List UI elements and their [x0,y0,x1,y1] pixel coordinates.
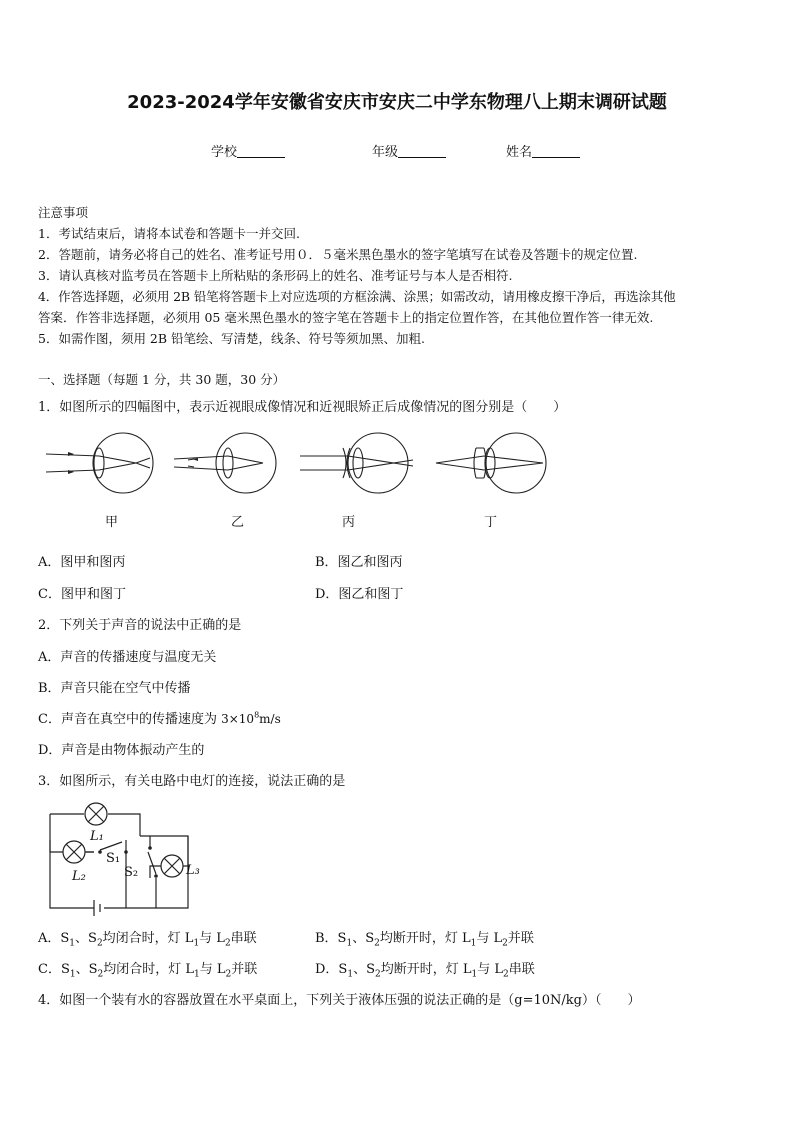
notice-item: 答案．作答非选择题，必须用 05 毫米黑色墨水的签字笔在答题卡上的指定位置作答，在其他位置作答一律无效. [38,310,654,325]
circuit-label-s2: S₂ [124,865,139,880]
school-label: 学校 [211,145,238,160]
notice-item: 4．作答选择题，必须用 2B 铅笔将答题卡上对应选项的方框涂满、涂黑；如需改动，请用橡皮擦干净后，再选涂其他 [38,289,676,304]
question-1-stem: 1．如图所示的四幅图中，表示近视眼成像情况和近视眼矫正后成像情况的图分别是（ ） [38,400,567,415]
q1-option-a[interactable]: A．图甲和图丙 [38,555,126,570]
q1-option-b[interactable]: B．图乙和图丙 [315,555,403,570]
q2-option-b[interactable]: B．声音只能在空气中传播 [38,681,191,696]
q3-option-a[interactable]: A．$S_1$、$S_2$均闭合时，灯 $L_1$与 $L_2$串联 [38,931,257,949]
section-heading: 一、选择题（每题 1 分，共 30 题，30 分） [38,372,286,387]
circuit-diagram [38,796,218,916]
figure-label: 甲 [105,515,119,530]
q3-option-c[interactable]: C．$S_1$、$S_2$均闭合时，灯 $L_1$与 $L_2$并联 [38,962,258,980]
school-blank[interactable] [237,145,285,158]
grade-label: 年级 [372,145,399,160]
name-blank[interactable] [532,145,580,158]
q2-option-c[interactable]: C．声音在真空中的传播速度为 $3\times 10^8m/s$ [38,710,281,727]
page-title: 2023-2024学年安徽省安庆市安庆二中学东物理八上期末调研试题 [127,92,667,113]
notice-item: 3．请认真核对监考员在答题卡上所粘贴的条形码上的姓名、准考证号与本人是否相符. [38,268,513,283]
eye-diagram-ding [436,433,546,493]
notice-item: 5．如需作图，须用 2B 铅笔绘、写清楚，线条、符号等须加黑、加粗. [38,331,426,346]
eye-diagram-yi [174,433,276,493]
question-2-stem: 2．下列关于声音的说法中正确的是 [38,618,242,633]
q2-option-a[interactable]: A．声音的传播速度与温度无关 [38,650,217,665]
eye-diagram-jia [46,433,153,493]
figure-label: 丙 [342,515,356,530]
circuit-label-l3: L₃ [186,863,200,878]
q3-option-b[interactable]: B．$S_1$、$S_2$均断开时，灯 $L_1$与 $L_2$并联 [315,931,534,949]
notice-heading: 注意事项 [38,205,89,220]
circuit-label-s1: S₁ [106,851,121,866]
circuit-label-l1: L₁ [90,829,104,844]
q3-option-d[interactable]: D．$S_1$、$S_2$均断开时，灯 $L_1$与 $L_2$串联 [315,962,535,980]
q2-option-d[interactable]: D．声音是由物体振动产生的 [38,743,205,758]
name-label: 姓名 [506,145,533,160]
figure-label: 乙 [231,515,245,530]
grade-blank[interactable] [398,145,446,158]
q1-option-d[interactable]: D．图乙和图丁 [315,587,404,602]
eye-diagrams-figure [38,428,558,503]
question-4-stem: 4．如图一个装有水的容器放置在水平桌面上，下列关于液体压强的说法正确的是（g=10N/kg）（ ） [38,993,641,1008]
circuit-label-l2: L₂ [72,869,86,884]
grade-field[interactable] [372,141,446,160]
eye-diagram-bing [300,433,413,493]
q1-option-c[interactable]: C．图甲和图丁 [38,587,126,602]
school-field[interactable] [211,141,285,160]
notice-item: 2．答题前，请务必将自己的姓名、准考证号用０．５毫米黑色墨水的签字笔填写在试卷及答题卡的规定位置. [38,247,638,262]
question-3-stem: 3．如图所示，有关电路中电灯的连接，说法正确的是 [38,774,346,789]
name-field[interactable] [506,141,580,160]
figure-label: 丁 [484,515,498,530]
notice-item: 1．考试结束后，请将本试卷和答题卡一并交回. [38,226,300,241]
